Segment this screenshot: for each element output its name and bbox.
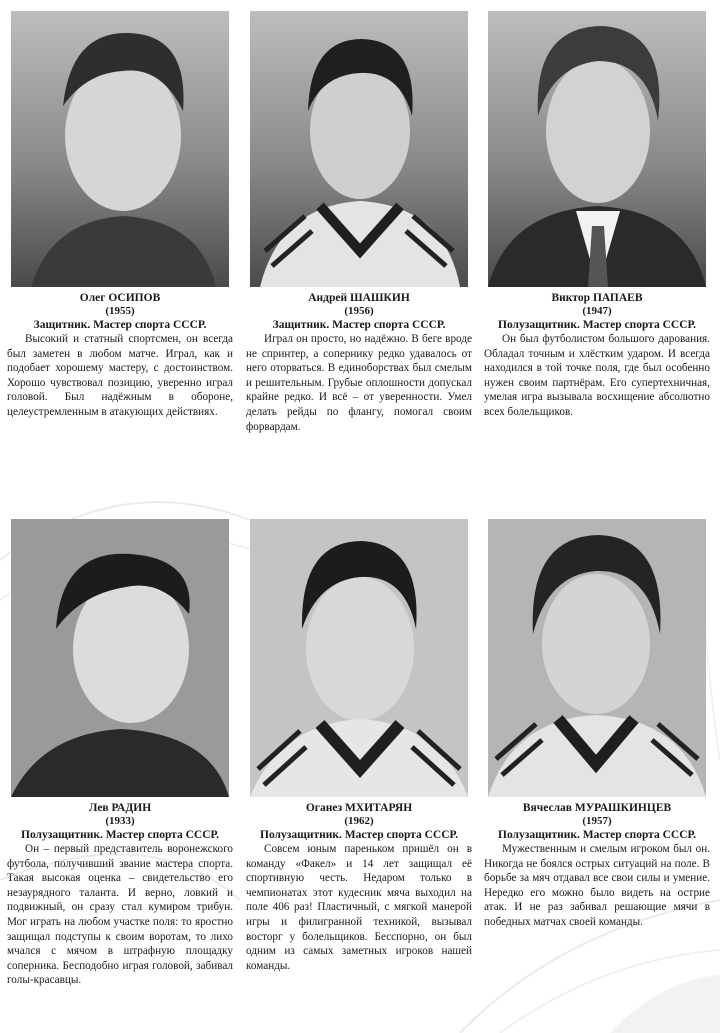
player-photo <box>250 519 468 797</box>
player-birth-year: (1956) <box>344 305 374 317</box>
portrait-placeholder <box>250 11 468 287</box>
player-birth-year: (1962) <box>344 815 374 827</box>
player-birth-year: (1955) <box>105 305 135 317</box>
player-role: Защитник. Мастер спорта СССР. <box>33 319 207 331</box>
player-card-murashkintsev <box>484 519 710 930</box>
player-bio: Он был футболистом большого дарования. Обладал точным и хлёстким ударом. И всегда находился в той точке поля, где был особенно нужен своим партнёрам. Его супертехничная, умелая игра вызывала восхищение абсолютно всех болельщиков. <box>484 333 710 418</box>
player-role: Полузащитник. Мастер спорта СССР. <box>260 829 458 841</box>
portrait-placeholder <box>488 519 706 797</box>
player-birth-year: (1933) <box>105 815 135 827</box>
player-name: Олег ОСИПОВ <box>79 292 161 304</box>
portrait-placeholder <box>11 519 229 797</box>
player-role: Полузащитник. Мастер спорта СССР. <box>21 829 219 841</box>
player-card-shashkin <box>246 11 472 434</box>
portrait-placeholder <box>488 11 706 287</box>
player-card-osipov <box>7 11 233 420</box>
player-bio: Высокий и статный спортсмен, он всегда был заметен в любом матче. Играл, как и подобает хорошему мастеру, с достоинством. Хорошо чувствовал позицию, уверенно играл головой. Был надёжным в обороне, целеустремленным в атакующих действиях. <box>7 333 233 418</box>
player-role: Защитник. Мастер спорта СССР. <box>272 319 446 331</box>
player-role: Полузащитник. Мастер спорта СССР. <box>498 319 696 331</box>
player-bio: Мужественным и смелым игроком был он. Никогда не боялся острых ситуаций на поле. В борьбе за мяч отдавал все свои силы и умение. Нередко его можно было видеть на острие атак. И не раз забивал решающие мячи в победных матчах своей команды. <box>484 843 710 928</box>
player-name: Вячеслав МУРАШКИНЦЕВ <box>522 802 672 814</box>
player-name: Оганез МХИТАРЯН <box>305 802 413 814</box>
player-role: Полузащитник. Мастер спорта СССР. <box>498 829 696 841</box>
player-card-radin <box>7 519 233 988</box>
player-card-papaev <box>484 11 710 420</box>
player-card-mkhitaryan <box>246 519 472 973</box>
player-birth-year: (1957) <box>582 815 612 827</box>
player-name: Андрей ШАШКИН <box>308 292 410 304</box>
player-birth-year: (1947) <box>582 305 612 317</box>
player-photo <box>488 11 706 287</box>
player-photo <box>250 11 468 287</box>
portrait-placeholder <box>250 519 468 797</box>
player-bio: Совсем юным пареньком пришёл он в команду «Факел» и 14 лет защищал её спортивную честь. Недаром только в чемпионатах этот кудесник мяча выходил на поле 406 раз! Пластичный, с мягкой манерой игры и филигранной техникой, вызывал восторг у болельщиков. Бесспорно, он был одним из самых заметных игроков нашей команды. <box>246 843 472 972</box>
player-photo <box>488 519 706 797</box>
player-name: Виктор ПАПАЕВ <box>551 292 643 304</box>
player-photo <box>11 519 229 797</box>
player-bio: Он – первый представитель воронежского футбола, получивший звание мастера спорта. Такая высокая оценка – свидетельство его незаурядного таланта. И верно, ловкий и подвижный, он сразу стал кумиром трибун. Мог играть на любом участке поля: то яростно защищал подступы к своим воротам, то лихо мчался с мячом в штрафную площадку соперника. Бесподобно играя головой, забивал голы-красавцы. <box>7 843 233 987</box>
player-photo <box>11 11 229 287</box>
player-name: Лев РАДИН <box>88 802 152 814</box>
portrait-placeholder <box>11 11 229 287</box>
player-bio: Играл он просто, но надёжно. В беге вроде не спринтер, а сопернику редко удавалось от него оторваться. В единоборствах был смелым и решительным. Грубые оплошности допускал крайне редко. И всё – от уверенности. Умел делать рейды по флангу, помогал своим форвардам. <box>246 333 472 433</box>
